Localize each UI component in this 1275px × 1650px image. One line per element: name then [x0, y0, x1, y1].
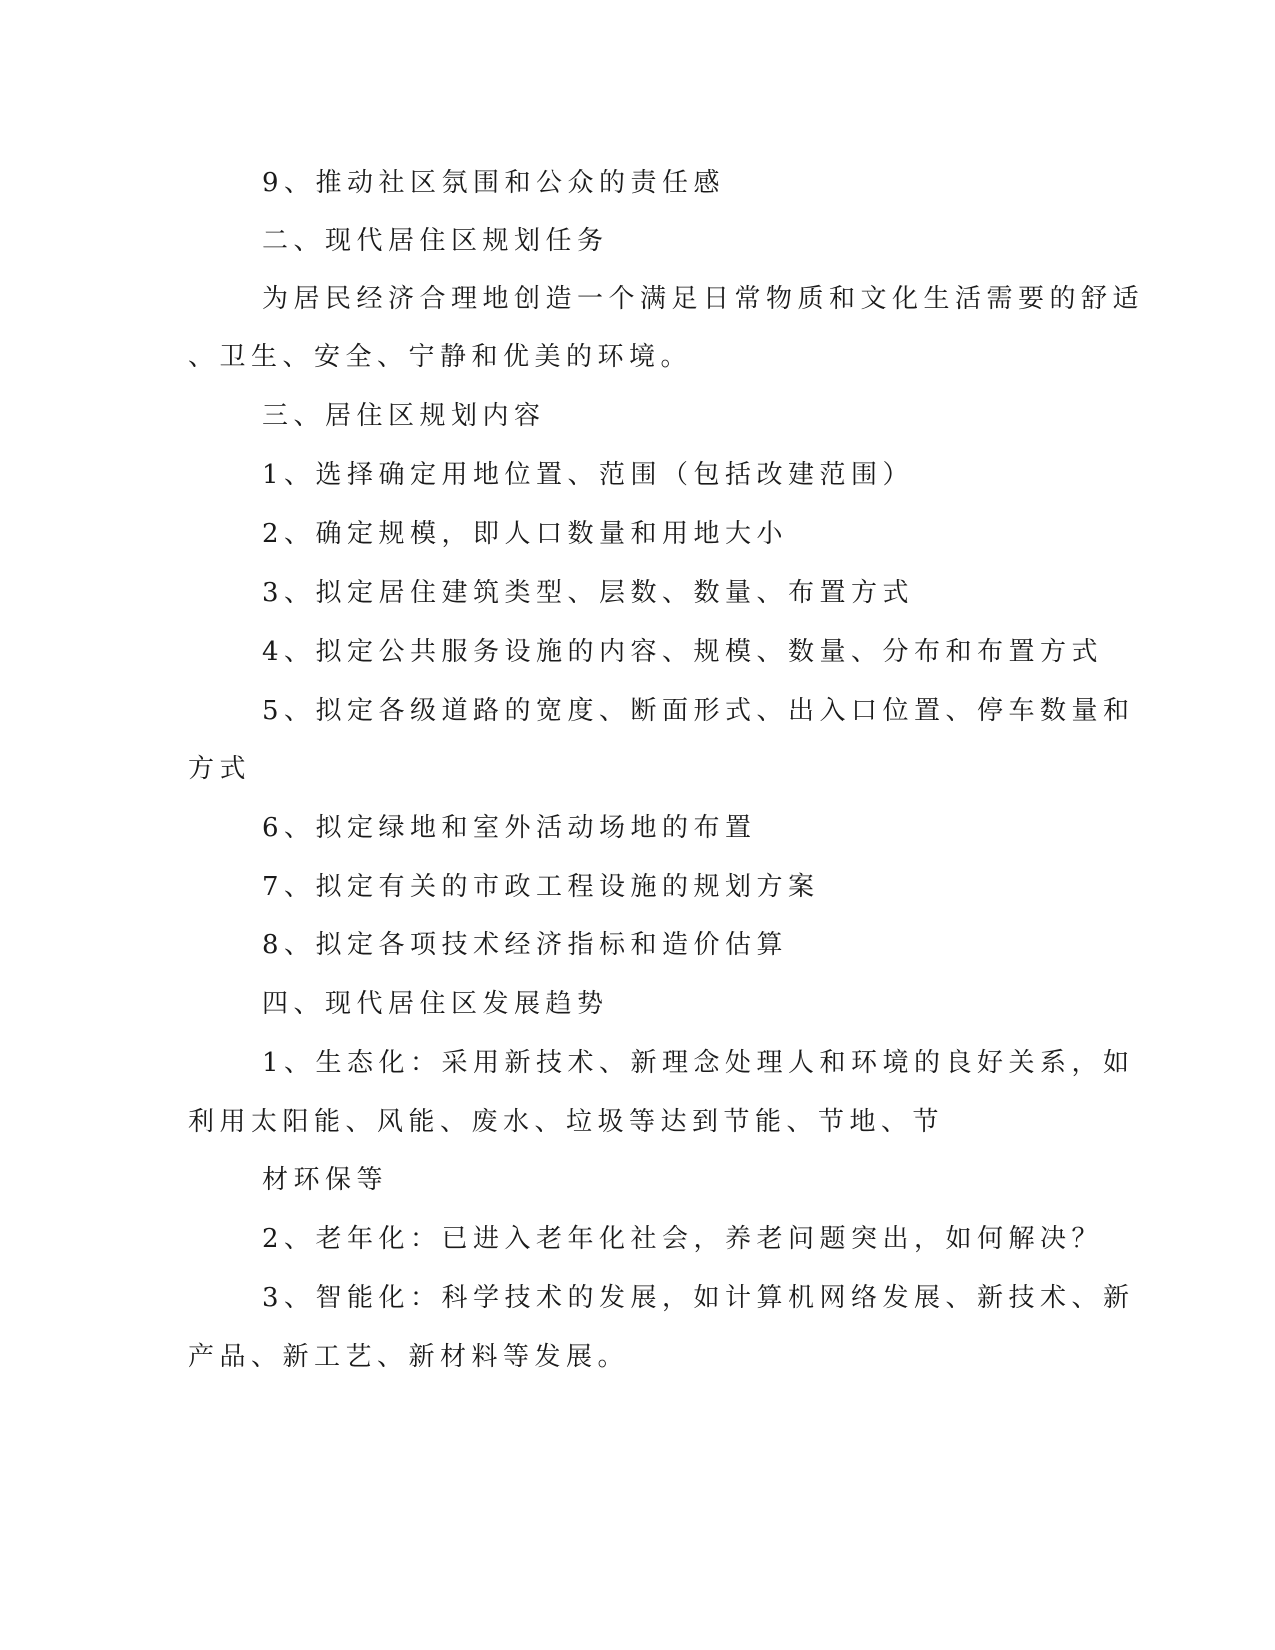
content-item-7: 7、拟定有关的市政工程设施的规划方案 — [262, 872, 820, 902]
content-item-6: 6、拟定绿地和室外活动场地的布置 — [262, 813, 757, 843]
content-item-1: 1、选择确定用地位置、范围（包括改建范围） — [262, 460, 915, 490]
heading-planning-content: 三、居住区规划内容 — [262, 401, 546, 431]
trend-item-1-line-3: 材环保等 — [262, 1165, 389, 1195]
trend-item-3-line-2: 产品、新工艺、新材料等发展。 — [188, 1342, 630, 1372]
trend-item-3-line-1: 3、智能化：科学技术的发展，如计算机网络发展、新技术、新 — [262, 1283, 1135, 1313]
content-item-5-line-2: 方式 — [188, 754, 252, 784]
content-item-3: 3、拟定居住建筑类型、层数、数量、布置方式 — [262, 578, 915, 608]
trend-item-1-line-1: 1、生态化：采用新技术、新理念处理人和环境的良好关系，如 — [262, 1048, 1135, 1078]
heading-planning-tasks: 二、现代居住区规划任务 — [262, 226, 609, 256]
content-item-2: 2、确定规模，即人口数量和用地大小 — [262, 519, 789, 549]
paragraph-planning-tasks-line-1: 为居民经济合理地创造一个满足日常物质和文化生活需要的舒适 — [262, 284, 1145, 314]
paragraph-planning-tasks-line-2: 、卫生、安全、宁静和优美的环境。 — [188, 342, 693, 372]
item-9-community-responsibility: 9、推动社区氛围和公众的责任感 — [262, 168, 726, 198]
content-item-5-line-1: 5、拟定各级道路的宽度、断面形式、出入口位置、停车数量和 — [262, 696, 1135, 726]
trend-item-1-line-2: 利用太阳能、风能、废水、垃圾等达到节能、节地、节 — [188, 1107, 945, 1137]
heading-development-trends: 四、现代居住区发展趋势 — [262, 989, 609, 1019]
content-item-4: 4、拟定公共服务设施的内容、规模、数量、分布和布置方式 — [262, 637, 1104, 667]
trend-item-2: 2、老年化：已进入老年化社会，养老问题突出，如何解决？ — [262, 1224, 1104, 1254]
content-item-8: 8、拟定各项技术经济指标和造价估算 — [262, 930, 789, 960]
